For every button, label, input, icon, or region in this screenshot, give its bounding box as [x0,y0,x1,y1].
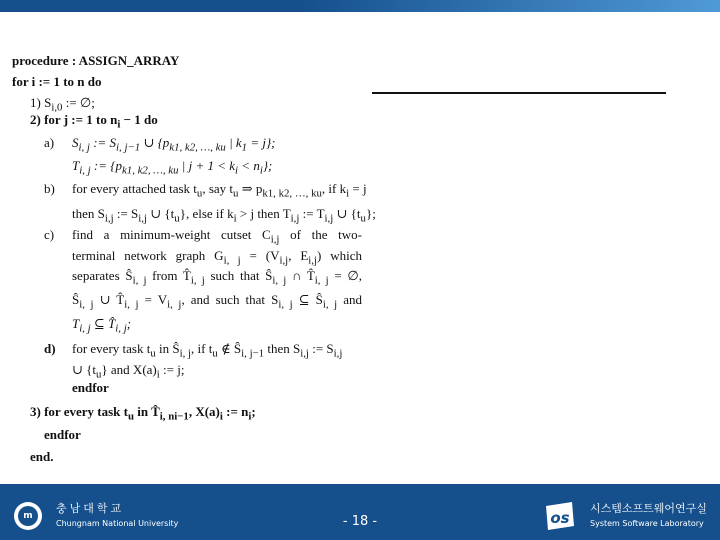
line-a1: $S_{i, j}$ := $S_{i, j-1}$ ∪ {$p_{k1, k2, \dots, ku}$ | $k_1 = j$}; [72,135,276,154]
university-name-english: Chungnam National University [56,519,179,528]
line-endfor-inner: endfor [72,380,109,395]
line-end: end. [30,449,54,464]
label-b: b) [44,181,55,196]
label-d: d) [44,341,56,356]
line-c4: $Ŝ_{i, j}$ ∪ $T̂_{i, j} = V_{i, j}$, and such that $S_{i, j}$ ⊆ $Ŝ_{i, j}$ and [72,292,362,311]
university-emblem-icon [14,502,42,530]
line-step3: 3) for every task $t_u$ in $T̂_{i, ni-1}$, $X(a)_i$ := $n_i$; [30,404,256,423]
line-d1: for every task $t_u$ in $Ŝ_{i, j}$, if $t_u$ ∉ $Ŝ_{i, j-1}$ then $S_{i,j}$ := $S_{i,j}$ [72,341,343,360]
lab-name-korean: 시스템소프트웨어연구실 [590,502,707,515]
line-d2: ∪ $\{t_u\}$ and $X(a)_i$ := j; [72,362,185,381]
line-c3: separates $Ŝ_{i, j}$ from $T̂_{i, j}$ such that $Ŝ_{i, j}$ ∩ $T̂_{i, j}$ = ∅, [72,268,362,287]
line-endfor-outer: endfor [44,427,81,442]
line-step2: 2) for j := 1 to $n_i - 1$ do [30,112,158,131]
line-a2: $T_{i, j}$ := {$p_{k1, k2, \dots, ku}$ | $j + 1 < k_i < n_i$}; [72,158,273,177]
line-c2: terminal network graph $G_{i, j} = (V_{i,j}$, $E_{i,j}$) which [72,248,362,267]
line-step1: 1) $S_{i,0}$ := ∅; [30,95,95,114]
label-a: a) [44,135,55,150]
os-logo-text: os [550,509,570,527]
label-c: c) [44,227,55,242]
line-b1: for every attached task $t_u$, say $t_u$ ⇒ $p_{k1, k2, \dots, ku}$, if $k_i = j$ [72,181,367,200]
emblem-text: m [18,506,38,526]
line-c1: find a minimum-weight cutset $C_{i,j}$ of the two- [72,227,362,246]
procedure-title: procedure : ASSIGN_ARRAY [12,53,180,68]
university-name-korean: 충남대학교 [56,502,125,515]
os-lab-logo-icon [542,500,578,532]
page-number: - 18 - [342,514,378,529]
line-b2: then $S_{i,j}$ := $S_{i,j}$ ∪ $\{t_u\}$, else if $k_i > j$ then $T_{i,j}$ := $T_{i,j}$ ∪ $\{t_u\}$; [72,206,376,225]
lab-name-english: System Software Laboratory [590,519,704,528]
line-c5: $T_{i, j}$ ⊆ $T̂_{i, j}$; [72,316,132,335]
line-for-i: for i := 1 to n do [12,74,102,89]
